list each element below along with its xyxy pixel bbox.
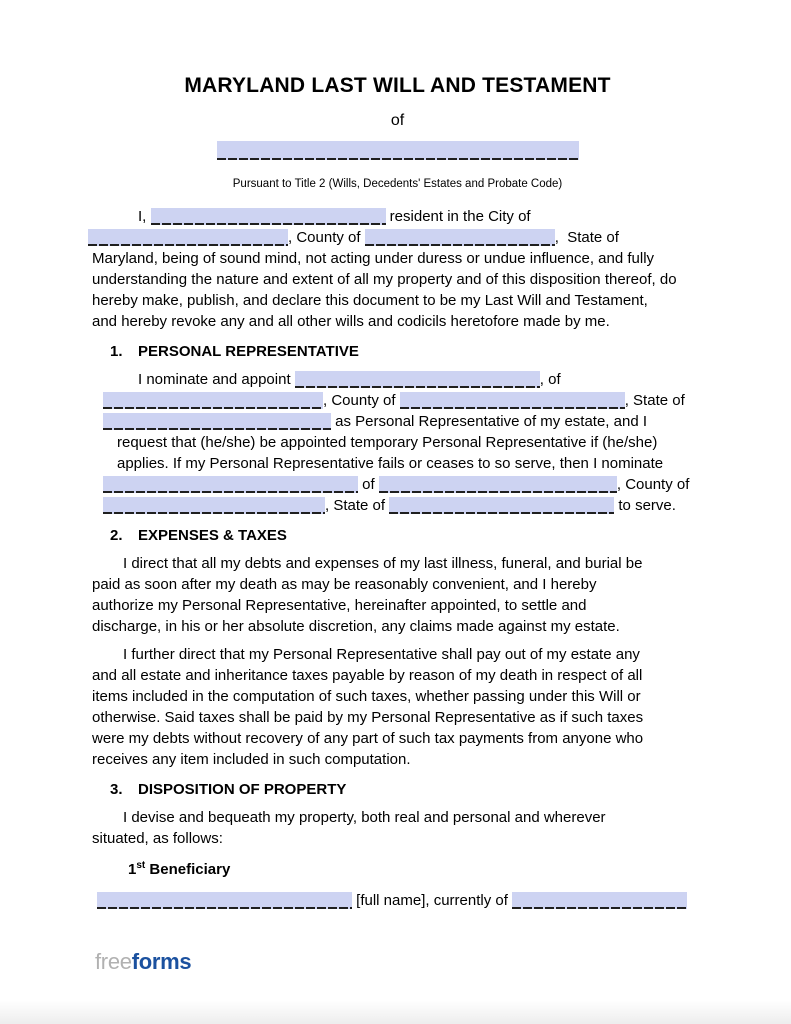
text-line xyxy=(92,644,703,665)
text-line xyxy=(88,227,703,248)
section-2-title: EXPENSES & TAXES xyxy=(138,527,287,544)
text-run: items included in the computation of such taxes, whether passing under this Will or xyxy=(92,688,641,705)
beneficiary-ordinal-suffix: st xyxy=(136,860,146,871)
text-line xyxy=(92,728,703,749)
text-run: hereby make, publish, and declare this document to be my Last Will and Testament, xyxy=(92,292,648,309)
text-run: I further direct that my Personal Representative shall pay out of my estate any xyxy=(123,646,640,663)
text-run: I devise and bequeath my property, both real and personal and wherever xyxy=(123,809,606,826)
section-2-number: 2. xyxy=(110,527,123,544)
text-run: situated, as follows: xyxy=(92,830,223,847)
text-run: I direct that all my debts and expenses of my last illness, funeral, and burial be xyxy=(123,555,643,572)
section-disposition-of-property xyxy=(92,779,703,911)
text-run: applies. If my Personal Representative fails or ceases to so serve, then I nominate xyxy=(117,455,664,472)
text-run: as Personal Representative of my estate, and I xyxy=(331,413,648,430)
section-1-title: PERSONAL REPRESENTATIVE xyxy=(138,343,359,360)
text-line xyxy=(92,553,703,574)
logo-free-text: free xyxy=(95,949,132,974)
text-line xyxy=(92,595,703,616)
text-run: resident in the City of xyxy=(385,208,531,225)
text-line xyxy=(92,686,703,707)
section-1-heading xyxy=(92,341,703,362)
section-3-title: DISPOSITION OF PROPERTY xyxy=(138,781,347,798)
text-run: and all estate and inheritance taxes payable by reason of my death in respect of all xyxy=(92,667,643,684)
text-line xyxy=(117,369,703,390)
text-run: I nominate and appoint xyxy=(138,371,295,388)
pr-city-field[interactable] xyxy=(103,392,323,409)
text-line xyxy=(92,616,703,637)
intro-paragraph xyxy=(92,206,703,332)
beneficiary-name-field[interactable] xyxy=(97,892,352,909)
section-expenses-taxes xyxy=(92,525,703,770)
text-line xyxy=(103,474,703,495)
section-3-number: 3. xyxy=(110,781,123,798)
freeforms-logo[interactable] xyxy=(95,950,191,974)
text-run: to serve. xyxy=(614,497,676,514)
testator-name-field[interactable] xyxy=(151,208,386,225)
text-run: discharge, in his or her absolute discretion, any claims made against my estate. xyxy=(92,618,620,635)
text-line xyxy=(92,807,703,828)
pr-name-field[interactable] xyxy=(295,371,540,388)
text-line xyxy=(97,890,703,911)
testator-name-row xyxy=(92,141,703,161)
first-beneficiary-heading xyxy=(92,859,703,880)
text-line xyxy=(103,411,703,432)
pr-county-field[interactable] xyxy=(400,392,625,409)
pr-state-field[interactable] xyxy=(103,413,331,430)
text-run: , State of xyxy=(325,497,390,514)
text-line xyxy=(92,269,703,290)
text-run: , State of xyxy=(554,229,619,246)
section-1-number: 1. xyxy=(110,343,123,360)
text-line xyxy=(103,390,703,411)
text-run: paid as soon after my death as may be reasonably convenient, and I hereby xyxy=(92,576,597,593)
section-3-heading xyxy=(92,779,703,800)
section-2-heading xyxy=(92,525,703,546)
text-run: , County of xyxy=(323,392,400,409)
text-line xyxy=(92,707,703,728)
text-line xyxy=(117,432,703,453)
page-bottom-edge xyxy=(0,1000,791,1024)
section-2-paragraph-2 xyxy=(92,644,703,770)
text-run: understanding the nature and extent of all my property and of this disposition thereof, do xyxy=(92,271,677,288)
text-run: and hereby revoke any and all other wills and codicils heretofore made by me. xyxy=(92,313,610,330)
logo-forms-text: forms xyxy=(131,949,192,974)
text-line xyxy=(92,665,703,686)
text-line xyxy=(92,206,703,227)
beneficiary-city-field[interactable] xyxy=(512,892,687,909)
alt-pr-county-field[interactable] xyxy=(103,497,325,514)
testator-county-field[interactable] xyxy=(365,229,555,246)
beneficiary-label: Beneficiary xyxy=(145,861,231,878)
text-run: , County of xyxy=(616,476,690,493)
section-2-paragraph-1 xyxy=(92,553,703,637)
text-run: [full name], currently of xyxy=(352,892,513,909)
alt-pr-city-field[interactable] xyxy=(379,476,617,493)
text-line xyxy=(92,248,703,269)
first-beneficiary-line xyxy=(97,890,703,911)
testator-city-field[interactable] xyxy=(88,229,288,246)
text-run: receives any item included in such computation. xyxy=(92,751,411,768)
text-line xyxy=(92,749,703,770)
text-run: I, xyxy=(138,208,151,225)
text-line xyxy=(92,311,703,332)
text-run: authorize my Personal Representative, hereinafter appointed, to settle and xyxy=(92,597,587,614)
document-title: MARYLAND LAST WILL AND TESTAMENT xyxy=(184,74,611,97)
text-run: otherwise. Said taxes shall be paid by my Personal Representative as if such taxes xyxy=(92,709,644,726)
alt-pr-name-field[interactable] xyxy=(103,476,358,493)
pursuant-note: Pursuant to Title 2 (Wills, Decedents' Estates and Probate Code) xyxy=(232,178,563,190)
text-line xyxy=(117,453,703,474)
testator-full-name-field[interactable] xyxy=(217,141,579,160)
text-run: , of xyxy=(539,371,561,388)
text-run: Maryland, being of sound mind, not acting under duress or undue influence, and fully xyxy=(92,250,655,267)
text-line xyxy=(92,574,703,595)
text-run: request that (he/she) be appointed temporary Personal Representative if (he/she) xyxy=(117,434,658,451)
section-3-paragraph xyxy=(92,807,703,849)
text-run: were my debts without recovery of any part of such tax payments from anyone who xyxy=(92,730,644,747)
text-run: of xyxy=(358,476,379,493)
text-run: , County of xyxy=(288,229,365,246)
text-line xyxy=(103,495,703,516)
text-line xyxy=(92,828,703,849)
alt-pr-state-field[interactable] xyxy=(389,497,614,514)
beneficiary-ordinal-number: 1 xyxy=(128,861,137,878)
of-label: of xyxy=(390,112,405,129)
section-1-paragraph xyxy=(103,369,703,516)
text-run: , State of xyxy=(624,392,685,409)
text-line xyxy=(92,290,703,311)
section-personal-representative xyxy=(92,341,703,516)
